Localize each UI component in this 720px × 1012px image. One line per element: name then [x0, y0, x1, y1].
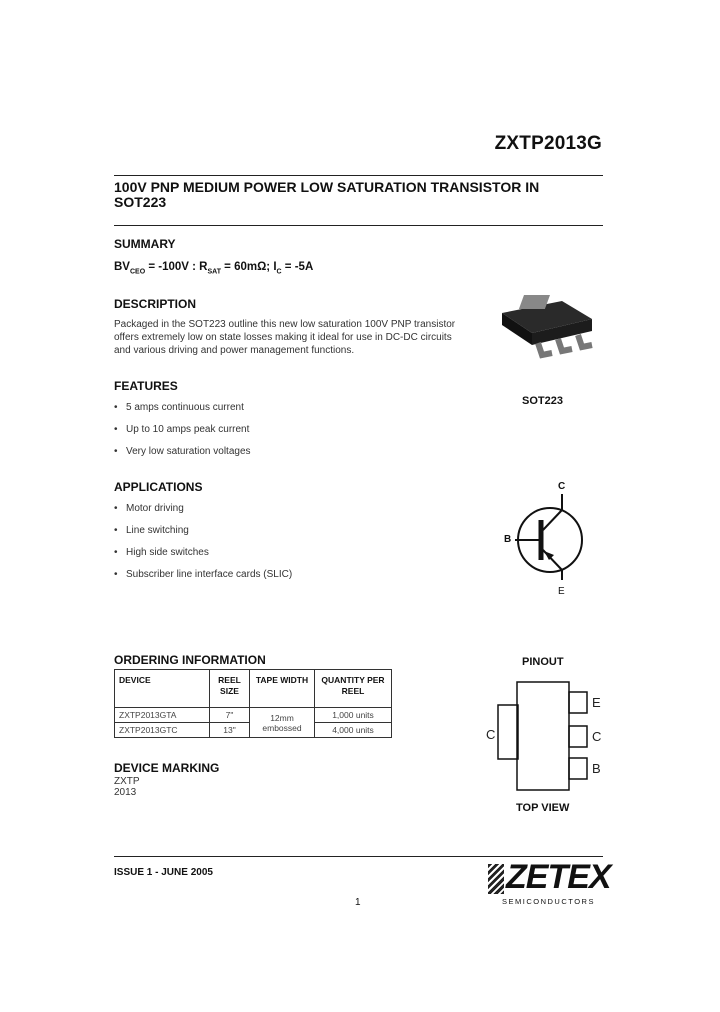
ordering-heading: ORDERING INFORMATION [114, 653, 266, 667]
pinout-heading: PINOUT [522, 656, 564, 668]
emitter-label: E [558, 586, 565, 597]
document-title: 100V PNP MEDIUM POWER LOW SATURATION TRANSISTOR IN SOT223 [114, 179, 540, 210]
device-cell: ZXTP2013GTC [115, 723, 210, 738]
top-rule [114, 175, 603, 176]
column-header: REEL SIZE [210, 670, 250, 708]
summary-heading: SUMMARY [114, 237, 176, 251]
column-header: QUANTITY PER REEL [315, 670, 392, 708]
pin-right-label: B [592, 761, 601, 776]
part-number: ZXTP2013G [494, 133, 602, 154]
pnp-transistor-symbol [498, 480, 598, 600]
pin-right-label: E [592, 695, 601, 710]
quantity-cell: 1,000 units [315, 708, 392, 723]
page-number: 1 [355, 897, 361, 908]
table-row [115, 708, 392, 723]
logo-stripes [488, 864, 504, 894]
logo-text: ZETEX [506, 858, 611, 896]
applications-heading: APPLICATIONS [114, 480, 203, 494]
pin-left-label: C [486, 727, 496, 742]
reel-cell: 13" [210, 723, 250, 738]
package-label: SOT223 [522, 395, 563, 407]
column-header: DEVICE [115, 670, 210, 708]
pin-right-label: C [592, 729, 602, 744]
quantity-cell: 4,000 units [315, 723, 392, 738]
logo-subtext: SEMICONDUCTORS [502, 897, 595, 906]
description-text: Packaged in the SOT223 outline this new low saturation 100V PNP transistor offers extremely low on state losses making it ideal for use in DC-DC circuits and various driving and power management functions. [114, 319, 456, 356]
list-item: • High side switches [114, 547, 292, 569]
features-list [114, 402, 251, 468]
sot223-package-image [484, 295, 602, 365]
zetex-logo [488, 858, 611, 910]
ordering-table [114, 669, 392, 738]
applications-list [114, 503, 292, 591]
pinout-caption: TOP VIEW [516, 802, 570, 814]
reel-cell: 7" [210, 708, 250, 723]
base-label: B [504, 534, 512, 545]
list-item: • Line switching [114, 525, 292, 547]
marking-heading: DEVICE MARKING [114, 761, 220, 775]
summary-line: $BV_{CEO} = -100V$ : $R_{SAT} = 60m\Omega$; $I_C = -5A$ [114, 261, 314, 276]
list-item: • 5 amps continuous current [114, 402, 251, 424]
list-item: • Up to 10 amps peak current [114, 424, 251, 446]
collector-label: C [558, 481, 566, 492]
list-item: • Very low saturation voltages [114, 446, 251, 468]
issue-date: ISSUE 1 - JUNE 2005 [114, 867, 213, 878]
description-heading: DESCRIPTION [114, 297, 197, 311]
pinout-diagram [496, 678, 596, 794]
title-rule [114, 225, 603, 226]
list-item: • Subscriber line interface cards (SLIC) [114, 569, 292, 591]
table-header-row [115, 670, 392, 708]
tape-width-cell: 12mm embossed [250, 708, 315, 738]
list-item: • Motor driving [114, 503, 292, 525]
marking-line-1: ZXTP [114, 776, 140, 787]
device-cell: ZXTP2013GTA [115, 708, 210, 723]
marking-line-2: 2013 [114, 787, 137, 798]
column-header: TAPE WIDTH [250, 670, 315, 708]
footer-rule [114, 856, 603, 857]
features-heading: FEATURES [114, 379, 178, 393]
